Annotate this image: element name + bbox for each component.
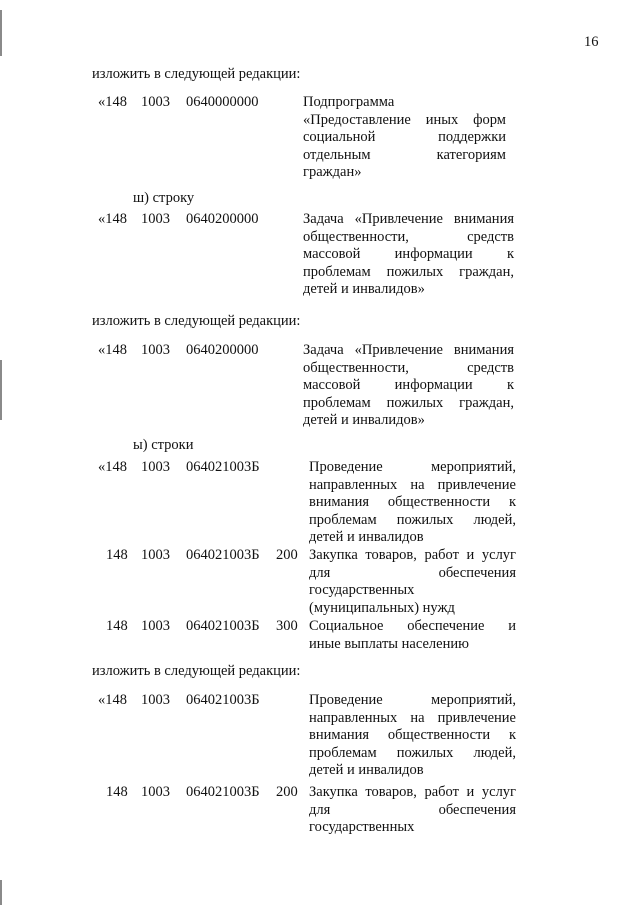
ministry-code: «148: [98, 459, 127, 475]
target-article-code: 064021003Б: [186, 618, 260, 634]
instruction-text: изложить в следующей редакции:: [92, 313, 301, 329]
description-line: проблемам пожилых людей,: [309, 511, 516, 528]
section-code: 1003: [141, 459, 170, 475]
description-line: иные выплаты населению: [309, 635, 469, 652]
description-line: граждан»: [303, 164, 362, 180]
description-line: социальной поддержки: [303, 129, 506, 145]
description-line: для обеспечения: [309, 801, 516, 818]
ministry-code: 148: [106, 784, 128, 800]
row-description: [309, 784, 516, 837]
description-line: «Предоставление иных форм: [303, 111, 506, 128]
target-article-code: 064021003Б: [186, 692, 260, 708]
row-description: [309, 459, 516, 547]
target-article-code: 064021003Б: [186, 547, 260, 563]
description-line: общественности, средств: [303, 228, 514, 245]
description-line: государственных: [309, 582, 415, 598]
description-line: направленных на привлечение: [309, 709, 516, 726]
description-line: детей и инвалидов: [309, 529, 424, 545]
description-line: Закупка товаров, работ и услуг: [309, 784, 516, 800]
description-line: (муниципальных) нужд: [309, 599, 455, 616]
ministry-code: «148: [98, 94, 127, 110]
instruction-text: изложить в следующей редакции:: [92, 66, 301, 82]
expense-type-code: 300: [276, 618, 298, 634]
scan-edge-line: [0, 880, 2, 905]
ministry-code: «148: [98, 692, 127, 708]
description-line: внимания общественности к: [309, 494, 516, 510]
description-line: проблемам пожилых граждан,: [303, 263, 514, 280]
instruction-text: изложить в следующей редакции:: [92, 663, 301, 679]
description-line: массовой информации к: [303, 246, 514, 262]
subsection-label: ш) строку: [133, 190, 195, 206]
description-line: детей и инвалидов: [309, 762, 424, 778]
scan-edge-line: [0, 360, 2, 420]
target-article-code: 064021003Б: [186, 784, 260, 800]
subsection-label: ы) строки: [133, 437, 194, 453]
row-description: [309, 618, 516, 653]
description-line: Закупка товаров, работ и услуг: [309, 547, 516, 563]
section-code: 1003: [141, 547, 170, 563]
description-line: для обеспечения: [309, 564, 516, 581]
description-line: Подпрограмма: [303, 94, 395, 110]
description-line: Задача «Привлечение внимания: [303, 342, 514, 358]
ministry-code: «148: [98, 211, 127, 227]
row-description: [309, 547, 516, 617]
description-line: направленных на привлечение: [309, 476, 516, 493]
description-line: проблемам пожилых граждан,: [303, 394, 514, 411]
description-line: отдельным категориям: [303, 146, 506, 163]
row-description: [309, 692, 516, 780]
description-line: Проведение мероприятий,: [309, 692, 516, 708]
description-line: проблемам пожилых людей,: [309, 744, 516, 761]
description-line: массовой информации к: [303, 377, 514, 393]
ministry-code: 148: [106, 618, 128, 634]
section-code: 1003: [141, 618, 170, 634]
section-code: 1003: [141, 784, 170, 800]
row-description: [303, 342, 514, 430]
target-article-code: 064021003Б: [186, 459, 260, 475]
description-line: детей и инвалидов»: [303, 412, 425, 428]
ministry-code: «148: [98, 342, 127, 358]
row-description: [303, 211, 514, 299]
section-code: 1003: [141, 211, 170, 227]
description-line: детей и инвалидов»: [303, 281, 425, 297]
description-line: Проведение мероприятий,: [309, 459, 516, 475]
page-number: 16: [584, 34, 599, 50]
row-description: [303, 94, 506, 182]
target-article-code: 0640000000: [186, 94, 259, 110]
description-line: Задача «Привлечение внимания: [303, 211, 514, 227]
ministry-code: 148: [106, 547, 128, 563]
section-code: 1003: [141, 692, 170, 708]
description-line: общественности, средств: [303, 359, 514, 376]
target-article-code: 0640200000: [186, 342, 259, 358]
section-code: 1003: [141, 94, 170, 110]
section-code: 1003: [141, 342, 170, 358]
scan-edge-line: [0, 10, 2, 56]
target-article-code: 0640200000: [186, 211, 259, 227]
expense-type-code: 200: [276, 547, 298, 563]
description-line: внимания общественности к: [309, 727, 516, 743]
description-line: Социальное обеспечение и: [309, 618, 516, 634]
expense-type-code: 200: [276, 784, 298, 800]
description-line: государственных: [309, 819, 415, 835]
